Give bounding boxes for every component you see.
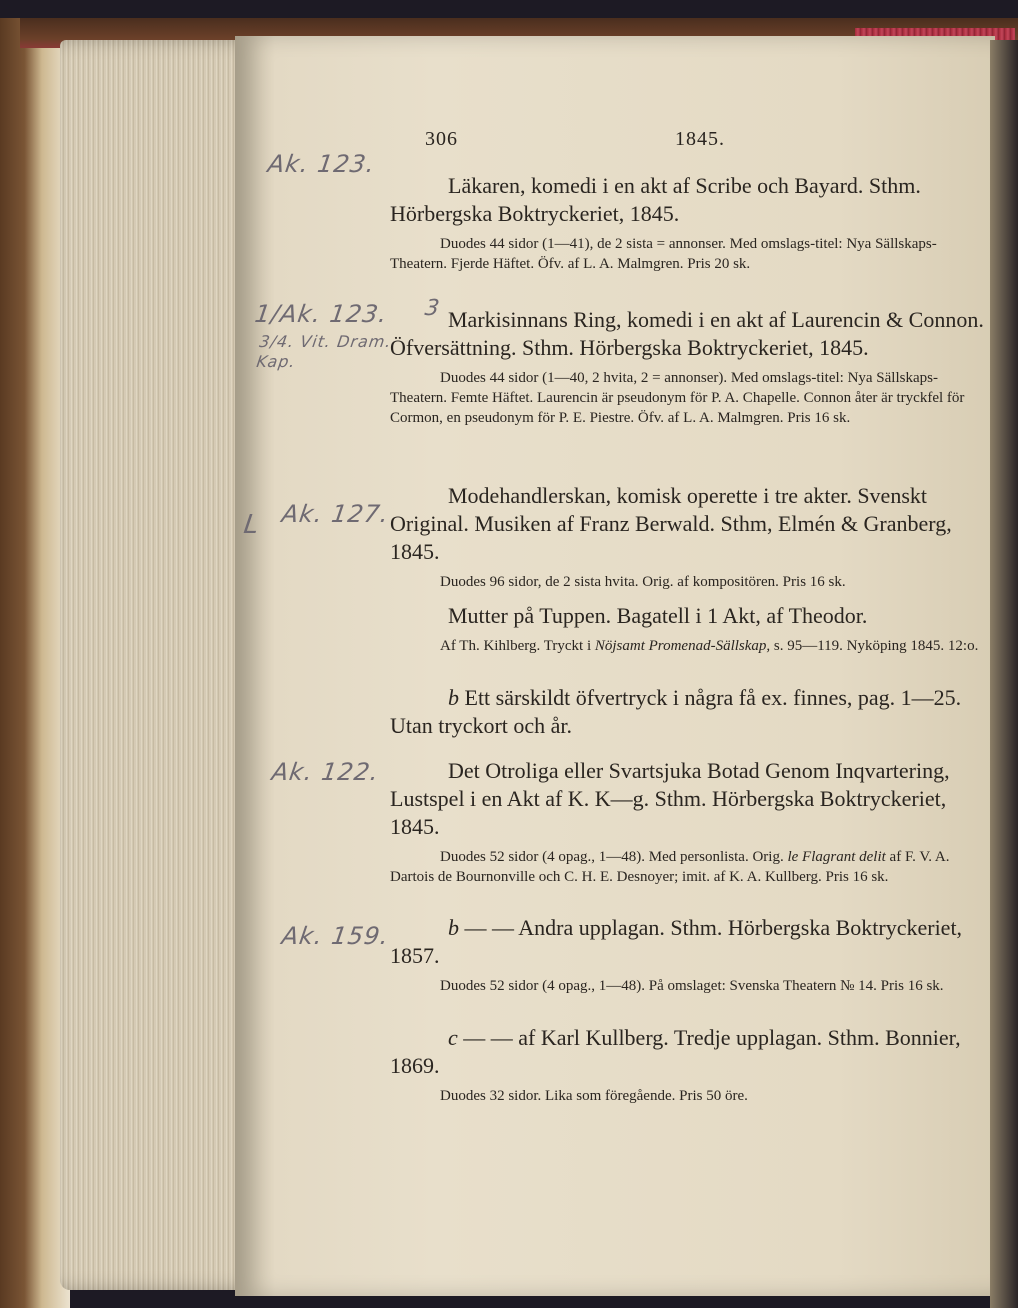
entry-title: Modehandlerskan, komisk operette i tre akter. Svenskt Original. Musiken af Franz Berwald. Sthm, Elmén & Granberg, 1845.	[390, 483, 952, 564]
margin-note: Ak. 159.	[280, 922, 391, 950]
entry-note: Duodes 44 sidor (1—40, 2 hvita, 2 = annonser). Med omslags-titel: Nya Sällskaps-Theatern. Femte Häftet. Laurencin är pseudonym för P. A. Chapelle. Connon åter är tryckfel för Cormon, en pseudonym för P. E. Piestre. Öfv. af L. A. Malmgren. Pris 16 sk.	[390, 370, 965, 426]
book-gutter	[990, 40, 1018, 1308]
margin-note: 3	[423, 296, 442, 321]
page-edges	[60, 40, 260, 1290]
page-number: 306	[425, 128, 458, 150]
margin-note: 1/Ak. 123.	[253, 300, 390, 328]
entry-note: Duodes 96 sidor, de 2 sista hvita. Orig. af kompositören. Pris 16 sk.	[440, 574, 846, 590]
margin-note: L	[241, 510, 262, 540]
entry-modehandlerskan	[390, 482, 990, 592]
entry-lakaren	[390, 172, 990, 274]
page-year: 1845.	[675, 128, 725, 150]
entry-det-otroliga	[390, 757, 990, 887]
entry-note: af F. V. A. Dartois de Bournonville och C. H. E. Desnoyer; imit. af K. A. Kullberg. Pris 16 sk.	[390, 849, 950, 885]
entry-note: Duodes 32 sidor. Lika som föregående. Pris 50 öre.	[440, 1088, 748, 1104]
edition-letter: c	[448, 1025, 458, 1050]
entry-note: Duodes 44 sidor (1—41), de 2 sista = annonser. Med omslags-titel: Nya Sällskaps-Theatern. Fjerde Häftet. Öfv. af L. A. Malmgren. Pris 20 sk.	[390, 236, 937, 272]
entry-tredje-upplagan	[390, 1024, 990, 1106]
entry-note: Af Th. Kihlberg. Tryckt i	[440, 638, 592, 654]
entry-markisinnans-ring	[390, 306, 990, 428]
entry-andra-upplagan	[390, 914, 990, 996]
entry-offprint	[390, 684, 990, 740]
entry-title: — — Andra upplagan. Sthm. Hörbergska Boktryckeriet, 1857.	[390, 915, 963, 968]
margin-note: Ak. 127.	[280, 500, 391, 528]
entry-note-italic: le Flagrant delit	[787, 849, 886, 865]
entry-note: Duodes 52 sidor (4 opag., 1—48). Med personlista. Orig.	[440, 849, 784, 865]
edition-letter: b	[448, 685, 459, 710]
entry-title: — — af Karl Kullberg. Tredje upplagan. Sthm. Bonnier, 1869.	[390, 1025, 961, 1078]
entry-title: Ett särskildt öfvertryck i några få ex. finnes, pag. 1—25. Utan tryckort och år.	[390, 685, 962, 738]
margin-note: 3/4. Vit. Dram. Kap.	[255, 332, 393, 371]
entry-note: s. 95—119. Nyköping 1845. 12:o.	[773, 638, 979, 654]
entry-note-italic: Nöjsamt Promenad-Sällskap,	[594, 638, 771, 654]
margin-note: Ak. 122.	[270, 758, 381, 786]
entry-mutter-pa-tuppen	[390, 602, 990, 656]
edition-letter: b	[448, 915, 459, 940]
entry-title: Mutter på Tuppen. Bagatell i 1 Akt, af Theodor.	[448, 603, 868, 628]
entry-title: Det Otroliga eller Svartsjuka Botad Genom Inqvartering, Lustspel i en Akt af K. K—g. Sthm. Hörbergska Boktryckeriet, 1845.	[390, 758, 950, 839]
margin-note: Ak. 123.	[266, 150, 377, 178]
entry-note: Duodes 52 sidor (4 opag., 1—48). På omslaget: Svenska Theatern № 14. Pris 16 sk.	[440, 978, 944, 994]
entry-title: Läkaren, komedi i en akt af Scribe och Bayard. Sthm. Hörbergska Boktryckeriet, 1845.	[390, 173, 921, 226]
entry-title: Markisinnans Ring, komedi i en akt af Laurencin & Connon. Öfversättning. Sthm. Hörbergska Boktryckeriet, 1845.	[390, 307, 984, 360]
